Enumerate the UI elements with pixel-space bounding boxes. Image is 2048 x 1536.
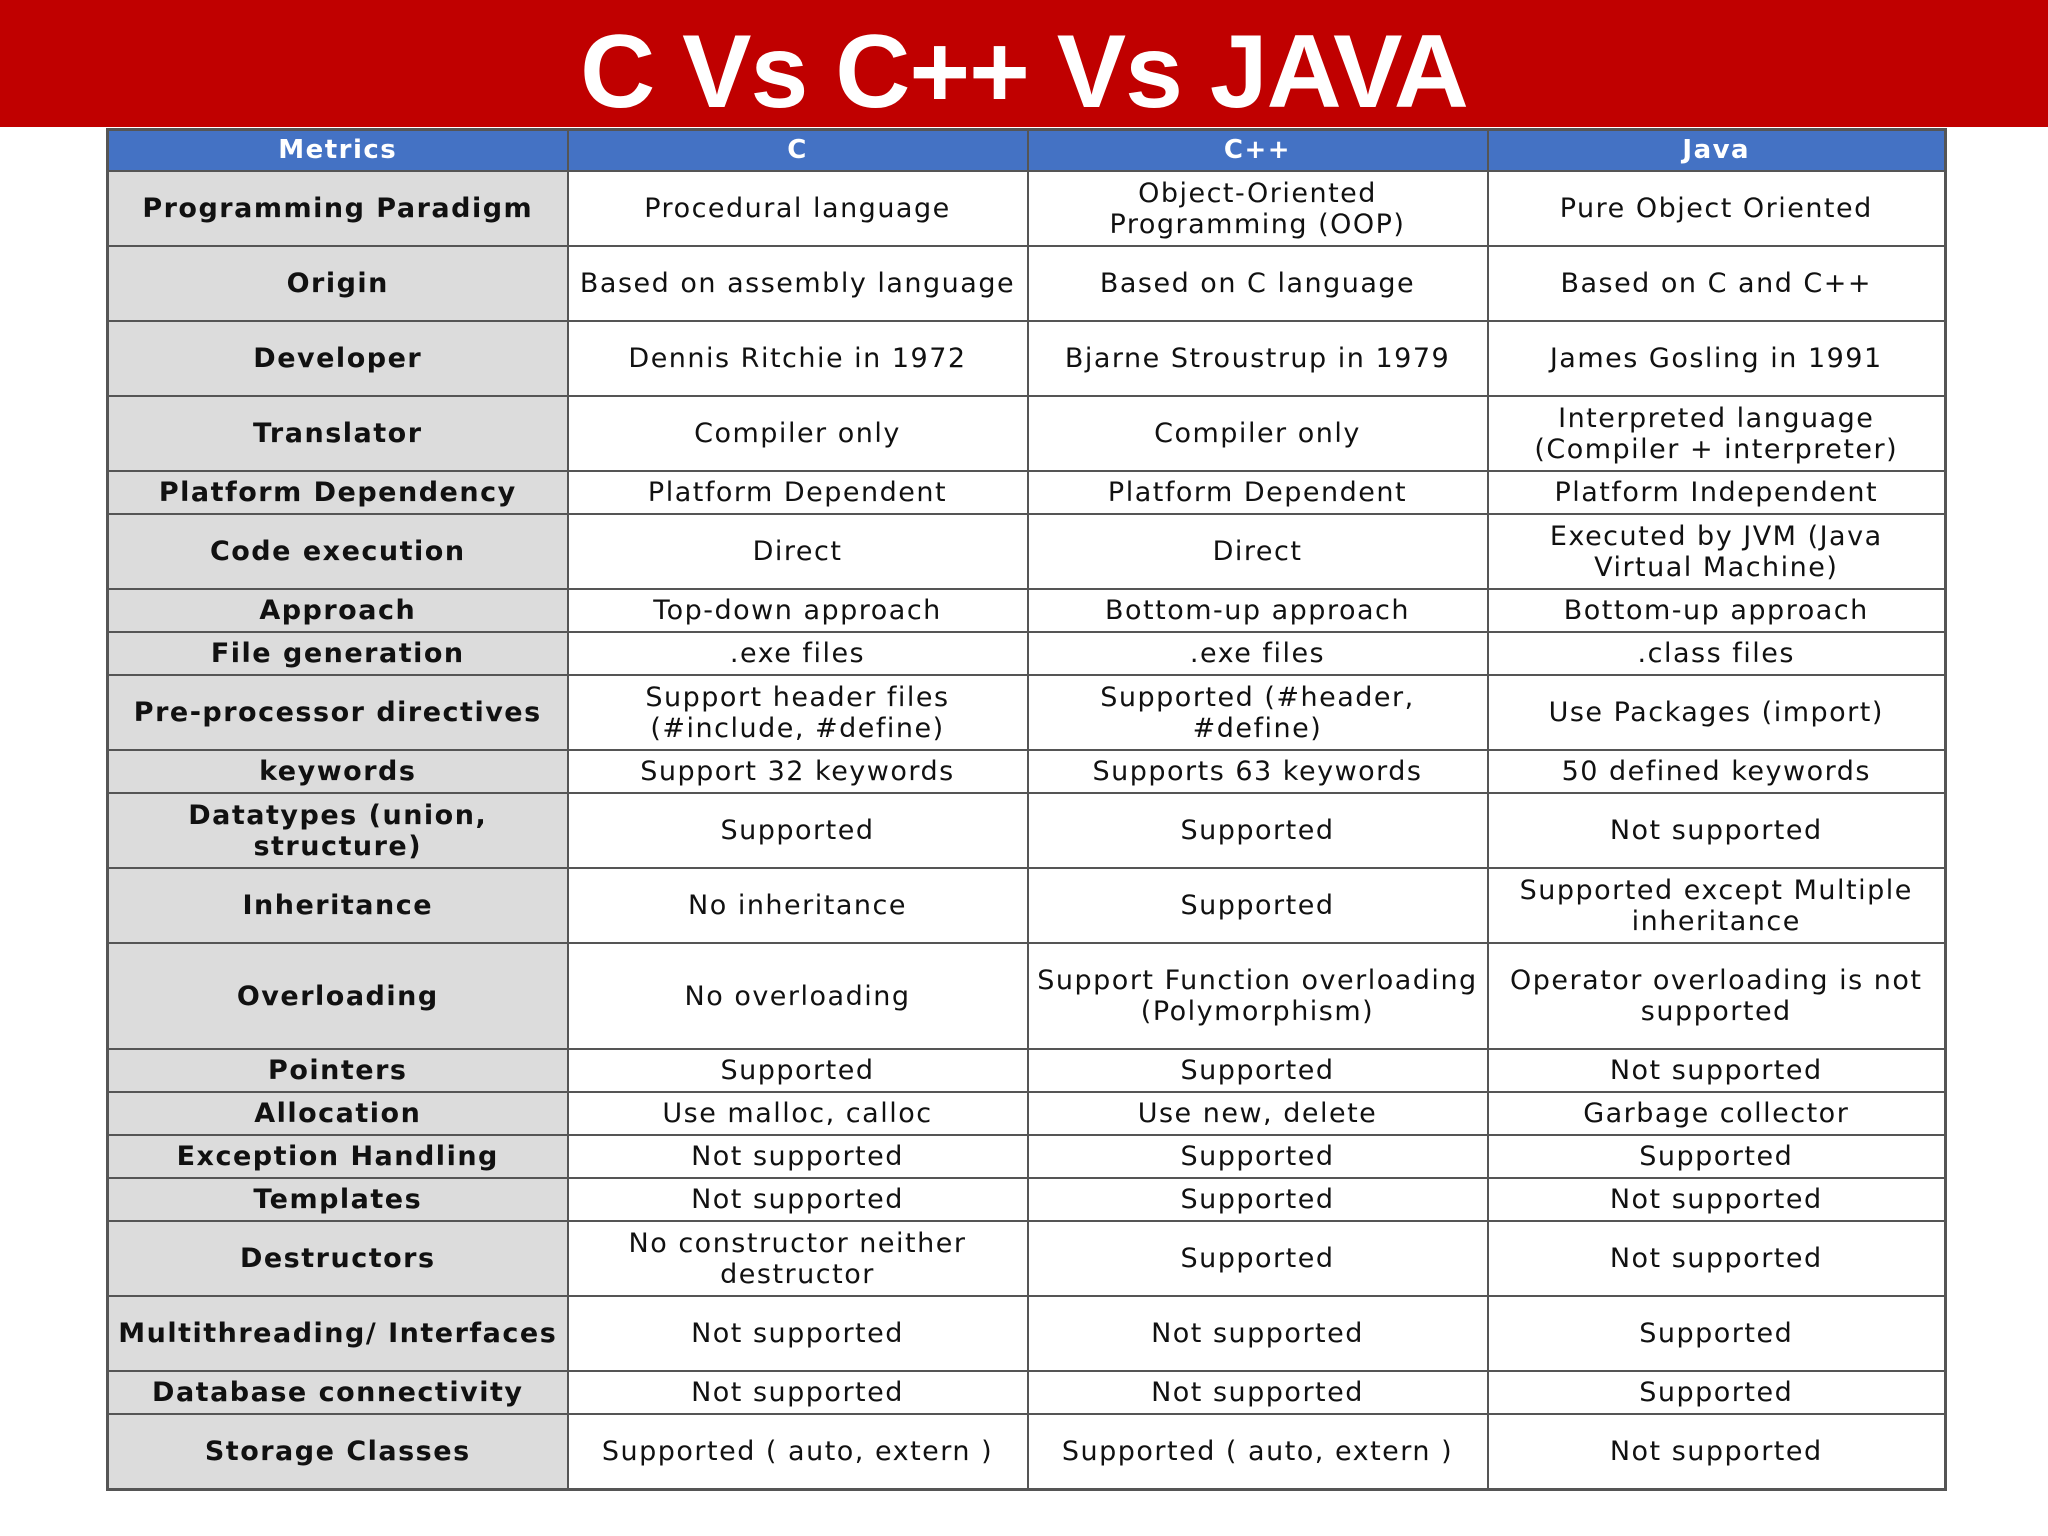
table-row xyxy=(108,171,1946,246)
c-cell: Support header files (#include, #define) xyxy=(568,675,1028,750)
c-cell: Not supported xyxy=(568,1135,1028,1178)
cpp-cell: Supported xyxy=(1028,1221,1488,1296)
c-cell: Use malloc, calloc xyxy=(568,1092,1028,1135)
java-cell: Garbage collector xyxy=(1488,1092,1946,1135)
table-row xyxy=(108,632,1946,675)
cpp-cell: Use new, delete xyxy=(1028,1092,1488,1135)
c-cell: Dennis Ritchie in 1972 xyxy=(568,321,1028,396)
metric-cell: Database connectivity xyxy=(108,1371,568,1414)
table-header-row xyxy=(108,130,1946,172)
java-cell: Supported xyxy=(1488,1371,1946,1414)
header-metrics: Metrics xyxy=(108,130,568,172)
comparison-table xyxy=(106,128,1947,1491)
c-cell: Top-down approach xyxy=(568,589,1028,632)
c-cell: Platform Dependent xyxy=(568,471,1028,514)
metric-cell: Pre-processor directives xyxy=(108,675,568,750)
cpp-cell: Supported xyxy=(1028,1135,1488,1178)
metric-cell: Code execution xyxy=(108,514,568,589)
java-cell: Pure Object Oriented xyxy=(1488,171,1946,246)
page-title: C Vs C++ Vs JAVA xyxy=(580,14,1468,130)
java-cell: Platform Independent xyxy=(1488,471,1946,514)
metric-cell: Inheritance xyxy=(108,868,568,943)
java-cell: Use Packages (import) xyxy=(1488,675,1946,750)
metric-cell: Programming Paradigm xyxy=(108,171,568,246)
table-row xyxy=(108,1049,1946,1092)
table-row xyxy=(108,675,1946,750)
java-cell: Operator overloading is not supported xyxy=(1488,943,1946,1049)
cpp-cell: Supported xyxy=(1028,793,1488,868)
java-cell: Based on C and C++ xyxy=(1488,246,1946,321)
c-cell: Supported xyxy=(568,1049,1028,1092)
metric-cell: keywords xyxy=(108,750,568,793)
table-row xyxy=(108,246,1946,321)
table-row xyxy=(108,589,1946,632)
java-cell: Supported except Multiple inheritance xyxy=(1488,868,1946,943)
java-cell: Interpreted language (Compiler + interpreter) xyxy=(1488,396,1946,471)
c-cell: Not supported xyxy=(568,1371,1028,1414)
header-c: C xyxy=(568,130,1028,172)
java-cell: .class files xyxy=(1488,632,1946,675)
metric-cell: Platform Dependency xyxy=(108,471,568,514)
table-row xyxy=(108,793,1946,868)
cpp-cell: Supported xyxy=(1028,1049,1488,1092)
cpp-cell: Support Function overloading (Polymorphism) xyxy=(1028,943,1488,1049)
header-java: Java xyxy=(1488,130,1946,172)
cpp-cell: Object-Oriented Programming (OOP) xyxy=(1028,171,1488,246)
metric-cell: Overloading xyxy=(108,943,568,1049)
table-row xyxy=(108,1135,1946,1178)
java-cell: Not supported xyxy=(1488,1049,1946,1092)
table-row xyxy=(108,943,1946,1049)
metric-cell: Multithreading/ Interfaces xyxy=(108,1296,568,1371)
metric-cell: Developer xyxy=(108,321,568,396)
table-row xyxy=(108,1296,1946,1371)
cpp-cell: Platform Dependent xyxy=(1028,471,1488,514)
c-cell: No overloading xyxy=(568,943,1028,1049)
c-cell: Based on assembly language xyxy=(568,246,1028,321)
cpp-cell: Direct xyxy=(1028,514,1488,589)
c-cell: Compiler only xyxy=(568,396,1028,471)
java-cell: Bottom-up approach xyxy=(1488,589,1946,632)
metric-cell: Exception Handling xyxy=(108,1135,568,1178)
table-row xyxy=(108,868,1946,943)
cpp-cell: Bjarne Stroustrup in 1979 xyxy=(1028,321,1488,396)
table-row xyxy=(108,1221,1946,1296)
cpp-cell: Supported xyxy=(1028,868,1488,943)
c-cell: Supported ( auto, extern ) xyxy=(568,1414,1028,1489)
metric-cell: Templates xyxy=(108,1178,568,1221)
table-row xyxy=(108,1371,1946,1414)
cpp-cell: Not supported xyxy=(1028,1371,1488,1414)
cpp-cell: .exe files xyxy=(1028,632,1488,675)
metric-cell: Storage Classes xyxy=(108,1414,568,1489)
metric-cell: Translator xyxy=(108,396,568,471)
metric-cell: Pointers xyxy=(108,1049,568,1092)
table-row xyxy=(108,471,1946,514)
c-cell: No constructor neither destructor xyxy=(568,1221,1028,1296)
table-row xyxy=(108,1414,1946,1489)
table-row xyxy=(108,1178,1946,1221)
metric-cell: Destructors xyxy=(108,1221,568,1296)
cpp-cell: Supported ( auto, extern ) xyxy=(1028,1414,1488,1489)
header-cpp: C++ xyxy=(1028,130,1488,172)
cpp-cell: Bottom-up approach xyxy=(1028,589,1488,632)
c-cell: Support 32 keywords xyxy=(568,750,1028,793)
c-cell: Direct xyxy=(568,514,1028,589)
metric-cell: File generation xyxy=(108,632,568,675)
metric-cell: Origin xyxy=(108,246,568,321)
java-cell: Not supported xyxy=(1488,793,1946,868)
cpp-cell: Supported xyxy=(1028,1178,1488,1221)
table-row xyxy=(108,514,1946,589)
cpp-cell: Supports 63 keywords xyxy=(1028,750,1488,793)
c-cell: No inheritance xyxy=(568,868,1028,943)
java-cell: Executed by JVM (Java Virtual Machine) xyxy=(1488,514,1946,589)
table-row xyxy=(108,321,1946,396)
java-cell: Not supported xyxy=(1488,1221,1946,1296)
metric-cell: Datatypes (union, structure) xyxy=(108,793,568,868)
c-cell: Not supported xyxy=(568,1296,1028,1371)
java-cell: Not supported xyxy=(1488,1414,1946,1489)
metric-cell: Approach xyxy=(108,589,568,632)
c-cell: Supported xyxy=(568,793,1028,868)
cpp-cell: Based on C language xyxy=(1028,246,1488,321)
metric-cell: Allocation xyxy=(108,1092,568,1135)
cpp-cell: Supported (#header, #define) xyxy=(1028,675,1488,750)
cpp-cell: Not supported xyxy=(1028,1296,1488,1371)
java-cell: Not supported xyxy=(1488,1178,1946,1221)
java-cell: 50 defined keywords xyxy=(1488,750,1946,793)
c-cell: Procedural language xyxy=(568,171,1028,246)
java-cell: Supported xyxy=(1488,1296,1946,1371)
c-cell: Not supported xyxy=(568,1178,1028,1221)
table-row xyxy=(108,1092,1946,1135)
table-row xyxy=(108,750,1946,793)
java-cell: Supported xyxy=(1488,1135,1946,1178)
table-row xyxy=(108,396,1946,471)
java-cell: James Gosling in 1991 xyxy=(1488,321,1946,396)
cpp-cell: Compiler only xyxy=(1028,396,1488,471)
c-cell: .exe files xyxy=(568,632,1028,675)
